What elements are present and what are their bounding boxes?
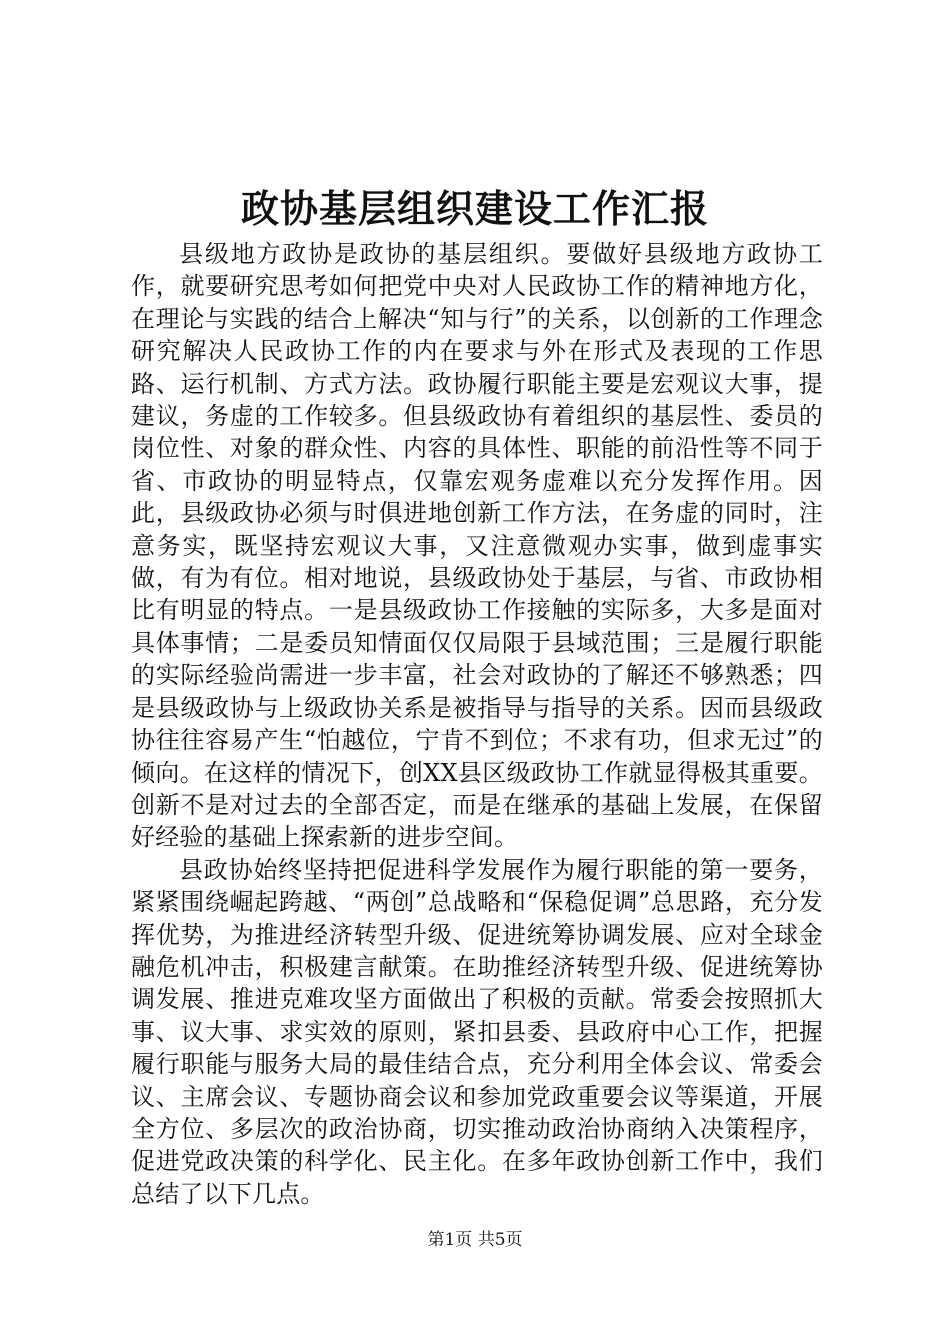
- paragraph-2: 县政协始终坚持把促进科学发展作为履行职能的第一要务，紧紧围绕崛起跨越、“两创”总战略和“保稳促调”总思路，充分发挥优势，为推进经济转型升级、促进统筹协调发展、应对全球金融危机冲击，积极建言献策。在助推经济转型升级、促进统筹协调发展、推进克难攻坚方面做出了积极的贡献。常委会按照抓大事、议大事、求实效的原则，紧扣县委、县政府中心工作，把握履行职能与服务大局的最佳结合点，充分利用全体会议、常委会议、主席会议、专题协商会议和参加党政重要会议等渠道，开展全方位、多层次的政治协商，切实推动政治协商纳入决策程序，促进党政决策的科学化、民主化。在多年政协创新工作中，我们总结了以下几点。: [131, 855, 823, 1208]
- document-body: [131, 238, 823, 1210]
- document-title: 政协基层组织建设工作汇报: [240, 186, 709, 231]
- page-footer: 第1页 共5页: [427, 1230, 523, 1250]
- paragraph-1: 县级地方政协是政协的基层组织。要做好县级地方政协工作，就要研究思考如何把党中央对人民政协工作的精神地方化，在理论与实践的结合上解决“知与行”的关系，以创新的工作理念研究解决人民政协工作的内在要求与外在形式及表现的工作思路、运行机制、方式方法。政协履行职能主要是宏观议大事，提建议，务虚的工作较多。但县级政协有着组织的基层性、委员的岗位性、对象的群众性、内容的具体性、职能的前沿性等不同于省、市政协的明显特点，仅靠宏观务虚难以充分发挥作用。因此，县级政协必须与时俱进地创新工作方法，在务虚的同时，注意务实，既坚持宏观议大事，又注意微观办实事，做到虚事实做，有为有位。相对地说，县级政协处于基层，与省、市政协相比有明显的特点。一是县级政协工作接触的实际多，大多是面对具体事情；二是委员知情面仅仅局限于县域范围；三是履行职能的实际经验尚需进一步丰富，社会对政协的了解还不够熟悉；四是县级政协与上级政协关系是被指导与指导的关系。因而县级政协往往容易产生“怕越位，宁肯不到位；不求有功，但求无过”的倾向。在这样的情况下，创XX县区级政协工作就显得极其重要。创新不是对过去的全部否定，而是在继承的基础上发展，在保留好经验的基础上探索新的进步空间。: [131, 240, 823, 852]
